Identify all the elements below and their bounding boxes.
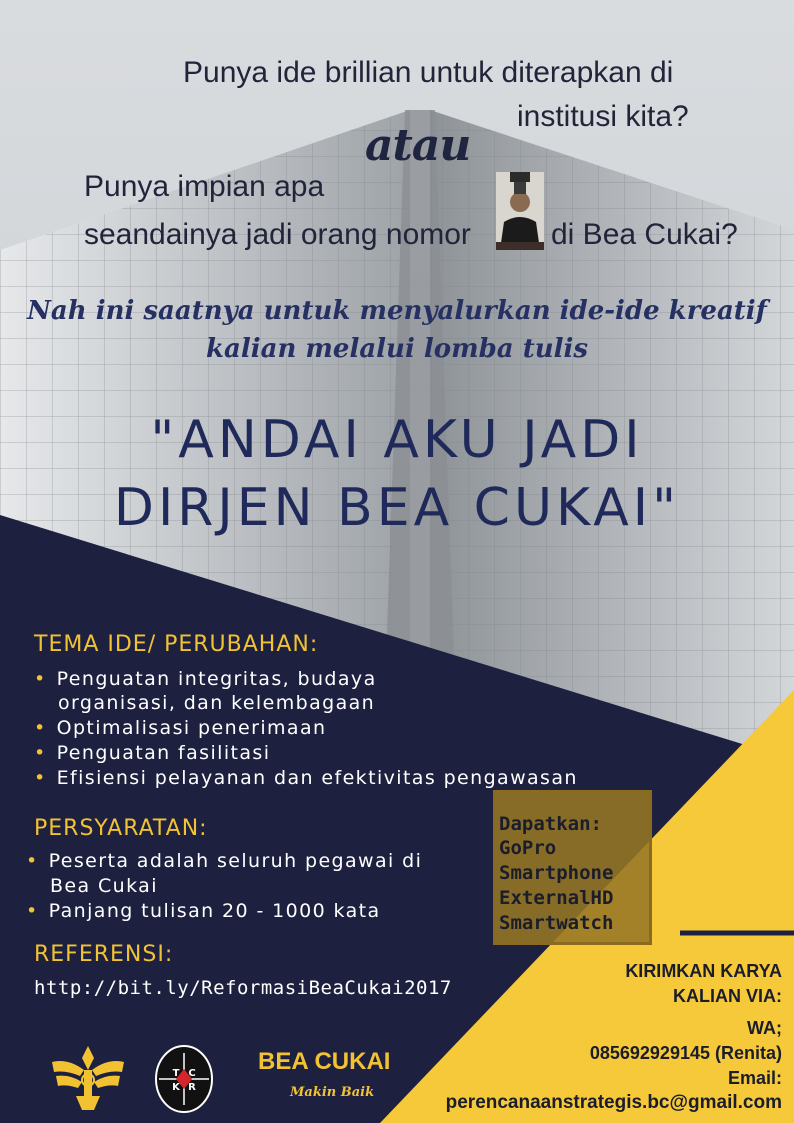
lead-line-2: kalian melalui lomba tulis — [205, 334, 588, 364]
contact-line-2: KALIAN VIA: — [673, 986, 782, 1006]
prize-box — [493, 790, 652, 945]
tckr-letter-t: T — [172, 1068, 180, 1079]
tema-item-2: • Optimalisasi penerimaan — [34, 717, 327, 739]
email-label: Email: — [727, 1068, 782, 1088]
tckr-letter-k: K — [172, 1082, 180, 1093]
title-line-2: DIRJEN BEA CUKAI" — [113, 478, 681, 538]
brand-tagline: Makin Baik — [290, 1085, 375, 1100]
header-line-3: Punya impian apa — [84, 170, 325, 203]
tckr-letter-c: C — [188, 1068, 196, 1079]
tckr-logo — [155, 1045, 213, 1113]
header-line-1: Punya ide brillian untuk diterapkan di — [183, 56, 674, 89]
tema-item-1-cont: organisasi, dan kelembagaan — [58, 692, 376, 714]
tckr-letter-r: R — [188, 1082, 196, 1093]
wa-number[interactable]: 085692929145 (Renita) — [589, 1043, 782, 1063]
contact-line-1: KIRIMKAN KARYA — [625, 961, 782, 981]
email-address[interactable]: perencanaanstrategis.bc@gmail.com — [445, 1092, 782, 1113]
portrait-number-one-icon — [496, 172, 544, 250]
atau-script: atau — [365, 120, 471, 171]
referensi-link[interactable]: http://bit.ly/ReformasiBeaCukai2017 — [34, 977, 452, 999]
title-line-1: "ANDAI AKU JADI — [150, 410, 644, 470]
persyaratan-heading: PERSYARATAN: — [34, 816, 208, 841]
header-line-2: institusi kita? — [517, 100, 689, 133]
tema-item-3: • Penguatan fasilitasi — [34, 742, 271, 764]
referensi-heading: REFERENSI: — [34, 942, 174, 967]
prize-heading: Dapatkan: — [499, 813, 602, 835]
brand-logo-text: BEA CUKAI — [258, 1048, 391, 1075]
tema-item-1: • Penguatan integritas, budaya — [34, 668, 377, 690]
persyaratan-item-1: • Peserta adalah seluruh pegawai di — [26, 850, 423, 872]
wa-label: WA; — [747, 1018, 782, 1038]
header-line-4b: di Bea Cukai? — [551, 218, 738, 251]
customs-emblem-logo — [48, 1040, 128, 1114]
tema-item-4: • Efisiensi pelayanan dan efektivitas pengawasan — [34, 767, 578, 789]
tema-heading: TEMA IDE/ PERUBAHAN: — [34, 632, 319, 657]
persyaratan-item-1-cont: Bea Cukai — [50, 875, 158, 897]
prize-item: ExternalHD — [499, 887, 614, 909]
prize-item: Smartwatch — [499, 912, 614, 934]
persyaratan-item-2: • Panjang tulisan 20 - 1000 kata — [26, 900, 381, 922]
prize-item: Smartphone — [499, 862, 614, 884]
lead-line-1: Nah ini saatnya untuk menyalurkan ide-ide kreatif — [27, 296, 767, 326]
header-line-4a: seandainya jadi orang nomor — [84, 218, 471, 251]
prize-item: GoPro — [499, 837, 557, 859]
